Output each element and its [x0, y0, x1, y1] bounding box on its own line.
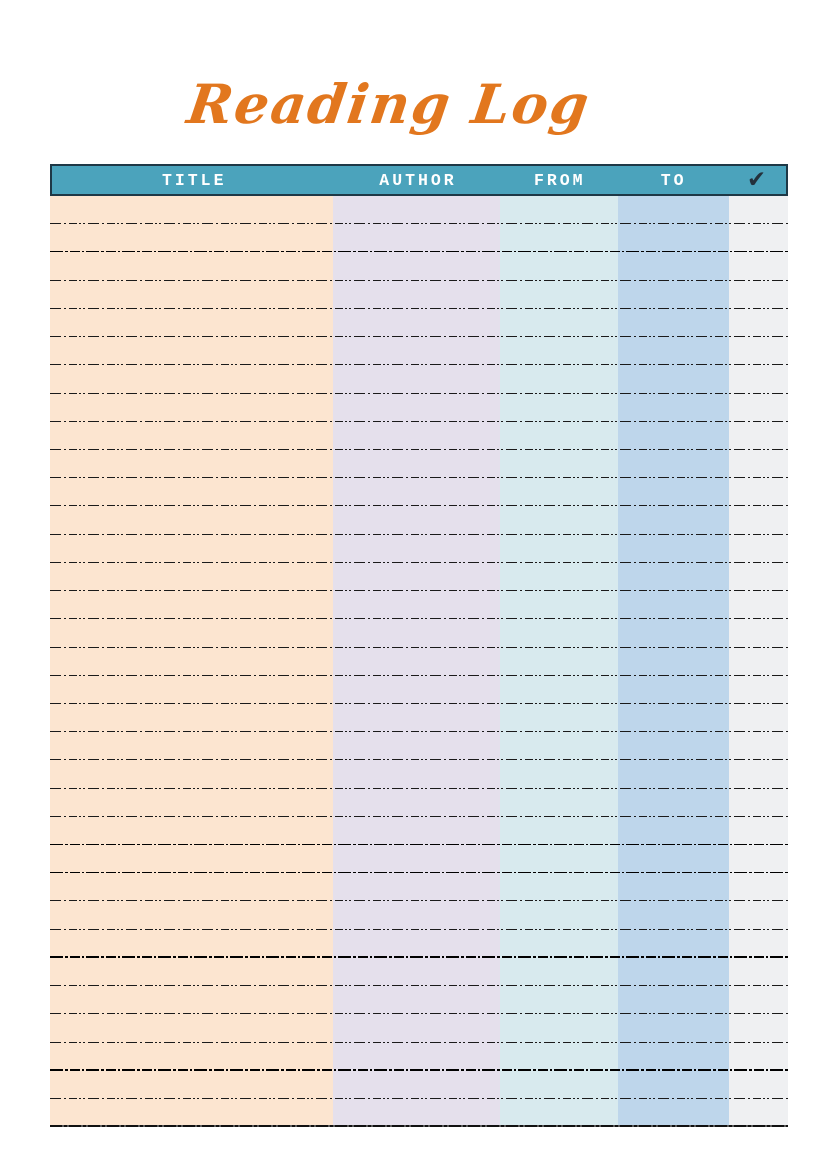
table-row [50, 845, 788, 873]
row-cell-to [618, 252, 729, 280]
row-cell-from [500, 450, 618, 478]
row-cell-from [500, 309, 618, 337]
row-cell-to [618, 958, 729, 986]
table-row [50, 930, 788, 958]
row-cell-from [500, 337, 618, 365]
row-cell-title [50, 394, 333, 422]
row-cell-from [500, 1043, 618, 1071]
column-header-author [333, 166, 499, 194]
row-cell-check [729, 873, 788, 901]
row-cell-author [333, 817, 500, 845]
row-cell-title [50, 478, 333, 506]
row-cell-from [500, 563, 618, 591]
table-row [50, 535, 788, 563]
row-cell-check [729, 252, 788, 280]
row-cell-author [333, 224, 500, 252]
row-cell-to [618, 224, 729, 252]
row-cell-to [618, 1099, 729, 1127]
table-row [50, 281, 788, 309]
row-cell-to [618, 535, 729, 563]
row-cell-from [500, 281, 618, 309]
row-cell-author [333, 648, 500, 676]
row-cell-from [500, 817, 618, 845]
page-title: Reading Log [183, 72, 596, 136]
column-header-to [617, 166, 727, 194]
row-cell-title [50, 873, 333, 901]
row-cell-to [618, 337, 729, 365]
table-row [50, 1099, 788, 1127]
row-cell-author [333, 196, 500, 224]
row-cell-from [500, 873, 618, 901]
table-row [50, 760, 788, 788]
row-cell-check [729, 196, 788, 224]
row-cell-title [50, 450, 333, 478]
row-cell-title [50, 958, 333, 986]
table-row [50, 394, 788, 422]
table-row [50, 676, 788, 704]
row-cell-check [729, 704, 788, 732]
row-cell-from [500, 986, 618, 1014]
row-cell-from [500, 619, 618, 647]
row-cell-author [333, 1014, 500, 1042]
row-cell-title [50, 563, 333, 591]
row-cell-check [729, 732, 788, 760]
row-cell-title [50, 252, 333, 280]
row-cell-title [50, 986, 333, 1014]
row-cell-to [618, 365, 729, 393]
row-cell-check [729, 394, 788, 422]
row-cell-to [618, 450, 729, 478]
row-cell-author [333, 930, 500, 958]
row-cell-author [333, 337, 500, 365]
table-row [50, 1043, 788, 1071]
row-cell-from [500, 958, 618, 986]
row-rule-line [50, 1125, 788, 1128]
row-cell-from [500, 648, 618, 676]
row-cell-to [618, 478, 729, 506]
row-cell-check [729, 958, 788, 986]
row-cell-author [333, 1099, 500, 1127]
row-cell-title [50, 309, 333, 337]
row-cell-author [333, 450, 500, 478]
table-row [50, 591, 788, 619]
table-row [50, 732, 788, 760]
table-row [50, 252, 788, 280]
row-cell-check [729, 591, 788, 619]
row-cell-to [618, 873, 729, 901]
row-cell-to [618, 986, 729, 1014]
row-cell-from [500, 422, 618, 450]
row-cell-author [333, 506, 500, 534]
title-area [0, 74, 827, 134]
column-header-label-from: FROM [533, 170, 586, 190]
table-row [50, 224, 788, 252]
row-cell-check [729, 901, 788, 929]
row-cell-check [729, 986, 788, 1014]
row-cell-title [50, 1043, 333, 1071]
row-cell-author [333, 845, 500, 873]
row-cell-title [50, 365, 333, 393]
row-cell-author [333, 309, 500, 337]
row-cell-from [500, 252, 618, 280]
column-header-from [500, 166, 617, 194]
row-cell-author [333, 591, 500, 619]
row-cell-check [729, 1071, 788, 1099]
row-cell-from [500, 760, 618, 788]
row-cell-to [618, 1071, 729, 1099]
row-cell-to [618, 619, 729, 647]
row-cell-from [500, 506, 618, 534]
table-row [50, 337, 788, 365]
row-cell-to [618, 789, 729, 817]
row-cell-from [500, 789, 618, 817]
table-row [50, 704, 788, 732]
row-cell-title [50, 281, 333, 309]
row-cell-check [729, 478, 788, 506]
row-cell-from [500, 478, 618, 506]
row-cell-to [618, 422, 729, 450]
row-cell-check [729, 422, 788, 450]
table-row [50, 422, 788, 450]
row-cell-title [50, 845, 333, 873]
row-cell-author [333, 619, 500, 647]
row-cell-check [729, 648, 788, 676]
row-cell-to [618, 760, 729, 788]
row-cell-to [618, 648, 729, 676]
table-row [50, 873, 788, 901]
row-cell-to [618, 845, 729, 873]
column-header-check [727, 166, 786, 194]
row-cell-from [500, 845, 618, 873]
table-row [50, 648, 788, 676]
column-header-label-to: TO [660, 170, 687, 190]
row-cell-author [333, 478, 500, 506]
row-cell-author [333, 563, 500, 591]
row-cell-check [729, 1043, 788, 1071]
row-cell-check [729, 1014, 788, 1042]
row-cell-author [333, 1043, 500, 1071]
row-cell-to [618, 704, 729, 732]
row-cell-author [333, 535, 500, 563]
row-cell-title [50, 901, 333, 929]
row-cell-from [500, 704, 618, 732]
row-cell-title [50, 1099, 333, 1127]
row-cell-author [333, 986, 500, 1014]
row-cell-title [50, 619, 333, 647]
row-cell-from [500, 394, 618, 422]
table-row [50, 365, 788, 393]
table-row [50, 958, 788, 986]
row-cell-title [50, 1071, 333, 1099]
row-cell-from [500, 732, 618, 760]
row-cell-check [729, 563, 788, 591]
row-cell-to [618, 196, 729, 224]
row-cell-from [500, 1014, 618, 1042]
row-cell-from [500, 591, 618, 619]
row-cell-check [729, 930, 788, 958]
row-cell-from [500, 901, 618, 929]
row-cell-title [50, 506, 333, 534]
row-cell-check [729, 506, 788, 534]
table-row [50, 478, 788, 506]
row-cell-author [333, 873, 500, 901]
row-cell-title [50, 676, 333, 704]
row-cell-author [333, 704, 500, 732]
row-cell-title [50, 422, 333, 450]
table-row [50, 901, 788, 929]
row-cell-to [618, 506, 729, 534]
row-cell-author [333, 422, 500, 450]
row-cell-to [618, 309, 729, 337]
row-cell-check [729, 337, 788, 365]
table-row [50, 619, 788, 647]
row-cell-check [729, 789, 788, 817]
row-cell-author [333, 281, 500, 309]
row-cell-check [729, 1099, 788, 1127]
row-cell-check [729, 817, 788, 845]
row-cell-author [333, 252, 500, 280]
row-cell-author [333, 901, 500, 929]
checkmark-icon: ✔ [746, 166, 767, 193]
row-cell-to [618, 901, 729, 929]
row-cell-title [50, 817, 333, 845]
row-cell-author [333, 365, 500, 393]
row-cell-check [729, 619, 788, 647]
row-cell-from [500, 196, 618, 224]
row-cell-author [333, 958, 500, 986]
row-cell-from [500, 224, 618, 252]
table-body [50, 196, 788, 1127]
row-cell-to [618, 732, 729, 760]
table-row [50, 563, 788, 591]
table-row [50, 1014, 788, 1042]
row-cell-title [50, 1014, 333, 1042]
row-cell-title [50, 591, 333, 619]
row-cell-author [333, 732, 500, 760]
row-cell-title [50, 732, 333, 760]
column-header-label-author: AUTHOR [379, 170, 457, 190]
row-cell-check [729, 281, 788, 309]
row-cell-author [333, 676, 500, 704]
row-cell-to [618, 676, 729, 704]
table-row [50, 817, 788, 845]
row-cell-to [618, 281, 729, 309]
row-cell-title [50, 648, 333, 676]
row-cell-title [50, 760, 333, 788]
row-cell-from [500, 365, 618, 393]
row-cell-title [50, 535, 333, 563]
row-cell-author [333, 760, 500, 788]
table-header [50, 164, 788, 196]
row-cell-check [729, 450, 788, 478]
row-cell-to [618, 817, 729, 845]
row-cell-from [500, 535, 618, 563]
row-cell-author [333, 1071, 500, 1099]
column-header-title [52, 166, 333, 194]
row-cell-from [500, 1071, 618, 1099]
row-cell-to [618, 394, 729, 422]
row-cell-to [618, 563, 729, 591]
row-cell-title [50, 224, 333, 252]
row-cell-check [729, 535, 788, 563]
row-cell-to [618, 1043, 729, 1071]
column-header-label-title: TITLE [161, 170, 227, 190]
row-cell-author [333, 394, 500, 422]
row-cell-title [50, 337, 333, 365]
table-row [50, 789, 788, 817]
row-cell-title [50, 196, 333, 224]
row-cell-from [500, 676, 618, 704]
row-cell-to [618, 591, 729, 619]
row-cell-from [500, 930, 618, 958]
row-cell-to [618, 1014, 729, 1042]
row-cell-check [729, 845, 788, 873]
table-row [50, 1071, 788, 1099]
table-row [50, 986, 788, 1014]
row-cell-author [333, 789, 500, 817]
table-row [50, 450, 788, 478]
row-cell-title [50, 789, 333, 817]
row-cell-check [729, 676, 788, 704]
row-cell-check [729, 224, 788, 252]
row-cell-title [50, 930, 333, 958]
row-cell-from [500, 1099, 618, 1127]
table-row [50, 506, 788, 534]
row-cell-check [729, 365, 788, 393]
row-cell-check [729, 309, 788, 337]
table-row [50, 196, 788, 224]
row-cell-check [729, 760, 788, 788]
row-cell-title [50, 704, 333, 732]
row-cell-to [618, 930, 729, 958]
table-row [50, 309, 788, 337]
